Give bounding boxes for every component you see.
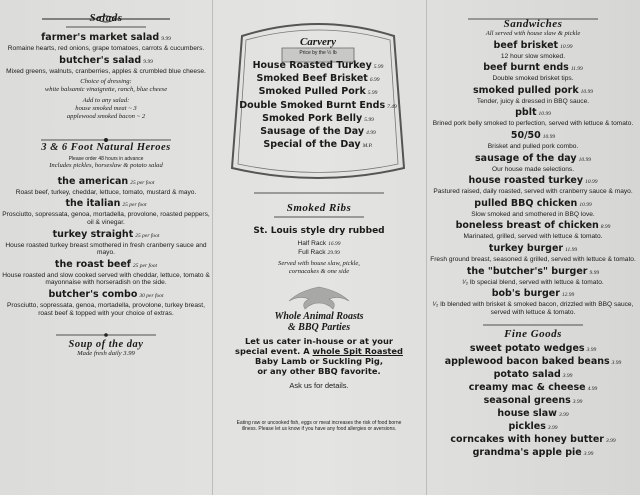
item-price: 30 per foot xyxy=(139,292,164,299)
soup-sub: Made fresh daily xyxy=(77,350,122,358)
item-description: Double smoked brisket tips. xyxy=(492,75,574,83)
side-item xyxy=(426,369,640,382)
item-name: house roasted turkey xyxy=(468,175,584,187)
item-description: Prosciutto, sopressata, genoa, mortadella, provolone, turkey breast, roast beef & topped with your choice of extras. xyxy=(7,301,205,317)
heroes-includes: Includes pickles, horseslaw & potato salad xyxy=(49,162,163,170)
heroes-heading: 3 & 6 Foot Natural Heroes xyxy=(41,142,171,154)
menu-item xyxy=(426,85,640,106)
item-name: turkey burger xyxy=(488,242,564,254)
ribs-title: St. Louis style dry rubbed xyxy=(253,226,385,236)
item-description: 12 hour slow smoked. xyxy=(500,52,566,60)
item-name: bob's burger xyxy=(491,288,560,300)
item-name: potato salad xyxy=(493,369,561,381)
item-name: farmer's market salad xyxy=(41,32,160,43)
item-price: 8.99 xyxy=(600,224,611,231)
flourish-underline xyxy=(61,24,151,30)
item-name: beef burnt ends xyxy=(483,62,569,74)
item-description: Brined pork belly smoked to perfection, served with lettuce & tomato. xyxy=(432,120,634,128)
item-price: 3.99 xyxy=(605,438,616,445)
item-name: beef brisket xyxy=(493,39,559,51)
item-name: applewood bacon baked beans xyxy=(444,356,610,368)
ribs-heading: Smoked Ribs xyxy=(286,202,352,214)
roasts-line: or any other BBQ favorite. xyxy=(257,366,381,377)
dressing-title: Choice of dressing: xyxy=(80,78,132,86)
item-price: 3.99 xyxy=(572,399,583,406)
ribs-full: Full Rack xyxy=(298,248,326,256)
carvery-item xyxy=(222,139,414,152)
carvery-item xyxy=(222,60,414,73)
menu-item xyxy=(0,55,212,76)
item-name: the "butcher's" burger xyxy=(466,265,588,277)
item-name: the american xyxy=(57,175,129,187)
item-price: 10.99 xyxy=(579,201,592,208)
ribs-half: Half Rack xyxy=(297,240,327,247)
menu-item xyxy=(0,32,212,53)
roasts-text: special event. A xyxy=(235,346,313,357)
heroes-note: Please order 48 hours in advance xyxy=(68,156,144,163)
menu-item xyxy=(426,107,640,128)
menu-item xyxy=(426,153,640,174)
flourish-divider xyxy=(46,331,166,339)
left-panel xyxy=(0,0,212,495)
item-price: 5.99 xyxy=(364,116,374,123)
roasts-heading: Whole Animal Roasts xyxy=(274,311,364,323)
item-price: 10.99 xyxy=(578,156,591,163)
item-price: 5.99 xyxy=(367,90,378,97)
item-description: Romaine hearts, red onions, grape tomatoes, carrots & cucumbers. xyxy=(7,45,205,52)
item-price: 25 per foot xyxy=(122,202,147,209)
add-title: Add to any salad: xyxy=(82,97,130,105)
item-description: Slow smoked and smothered in BBQ love. xyxy=(471,210,595,218)
side-item xyxy=(426,343,640,356)
right-panel xyxy=(426,0,640,495)
soup-heading: Soup of the day xyxy=(68,339,144,351)
menu-item xyxy=(426,62,640,83)
menu-item xyxy=(426,220,640,241)
item-price: 12.99 xyxy=(561,292,575,299)
item-name: sweet potato wedges xyxy=(469,343,585,355)
side-item xyxy=(426,382,640,395)
carvery-item xyxy=(222,86,414,99)
item-description: Brisket and pulled pork combo. xyxy=(487,142,579,150)
soup-line xyxy=(0,350,212,358)
item-description: Marinated, grilled, served with lettuce & tomato. xyxy=(463,233,603,241)
ornament-icon xyxy=(264,285,374,311)
side-item xyxy=(426,447,640,460)
item-name: butcher's combo xyxy=(48,288,138,300)
item-name: butcher's salad xyxy=(59,54,142,66)
roasts-ask: Ask us for details. xyxy=(289,381,349,391)
item-description: Mixed greens, walnuts, cranberries, apples & crumbled blue cheese. xyxy=(6,67,206,75)
item-name: Smoked Pork Belly xyxy=(262,112,363,124)
item-price: 11.99 xyxy=(565,246,578,253)
menu-item xyxy=(0,289,212,317)
item-price: 9.99 xyxy=(589,269,600,276)
item-name: creamy mac & cheese xyxy=(468,382,586,394)
carvery-item xyxy=(222,113,414,126)
item-price: 7.49 xyxy=(387,103,397,110)
item-description: Tender, juicy & dressed in BBQ sauce. xyxy=(476,97,590,105)
roasts-emphasis: whole Spit Roasted xyxy=(312,346,403,357)
flourish-underline xyxy=(264,214,374,220)
dressing-list: white balsamic vinaigrette, ranch, blue cheese xyxy=(44,85,168,93)
item-name: Smoked Beef Brisket xyxy=(256,73,368,85)
flourish-divider xyxy=(244,190,394,196)
soup-price: 3.99 xyxy=(123,350,135,358)
item-description: Our house made selections. xyxy=(491,165,575,173)
item-price: 3.99 xyxy=(611,360,622,367)
carvery-item xyxy=(222,100,414,113)
sandwiches-sub: All served with house slaw & pickle xyxy=(485,30,581,37)
item-price: 3.99 xyxy=(583,451,594,458)
item-name: pblt xyxy=(515,107,537,119)
add-option: applewood smoked bacon ~ 2 xyxy=(66,112,146,120)
carvery-subtitle: Price by the ½ lb xyxy=(299,50,337,56)
item-price: 10.99 xyxy=(542,133,556,140)
item-name: Sausage of the Day xyxy=(260,126,365,138)
item-name: 50/50 xyxy=(510,129,541,141)
item-price: 9.99 xyxy=(143,58,153,65)
item-price: 10.99 xyxy=(580,88,594,95)
carvery-item xyxy=(222,126,414,139)
roasts-line: Baby Lamb or Suckling Pig, xyxy=(255,356,383,367)
item-description: Pastured raised, daily roasted, served with cranberry sauce & mayo. xyxy=(433,188,633,196)
item-description: Roast beef, turkey, cheddar, lettuce, tomato, mustard & mayo. xyxy=(15,188,197,196)
item-price: 10.99 xyxy=(538,111,551,118)
item-price: 11.99 xyxy=(570,66,583,73)
item-price: 3.99 xyxy=(562,373,573,380)
menu-item xyxy=(0,176,212,197)
item-name: the italian xyxy=(65,198,121,210)
item-price: 25 per foot xyxy=(135,232,160,239)
item-name: House Roasted Turkey xyxy=(252,60,372,71)
item-name: the roast beef xyxy=(54,258,131,270)
sides-heading: Fine Goods xyxy=(504,328,562,341)
item-name: Double Smoked Burnt Ends xyxy=(239,99,386,111)
item-name: seasonal greens xyxy=(483,395,571,407)
carvery-item xyxy=(222,73,414,86)
carvery-heading: Carvery xyxy=(299,36,337,48)
item-name: sausage of the day xyxy=(475,152,577,164)
item-price: 4.99 xyxy=(366,130,376,137)
menu-item xyxy=(0,198,212,226)
item-description: ¹⁄₂ lb blended with brisket & smoked bacon, drizzled with BBQ sauce, served with lettuce & tomato. xyxy=(432,301,634,316)
item-name: boneless breast of chicken xyxy=(455,220,599,232)
food-warning: Eating raw or uncooked fish, eggs or meat increases the risk of food borne illness. Please let us know if you have any food allergies or aversions. xyxy=(236,419,402,432)
carvery-frame xyxy=(222,18,414,183)
menu-item xyxy=(426,130,640,151)
item-name: Special of the Day xyxy=(263,139,361,151)
item-description: House roasted turkey breast smothered in fresh cranberry sauce and mayo. xyxy=(5,241,207,257)
ribs-half-price: 16.99 xyxy=(328,241,341,247)
side-item xyxy=(426,408,640,421)
item-price: 6.99 xyxy=(369,77,380,84)
roasts-line: Let us cater in-house or at your xyxy=(245,336,393,347)
item-name: pulled BBQ chicken xyxy=(474,197,578,209)
item-price: 3.99 xyxy=(558,412,569,419)
item-price: 25 per foot xyxy=(130,179,155,186)
center-panel xyxy=(212,0,426,495)
side-item xyxy=(426,395,640,408)
item-price: 3.99 xyxy=(586,347,597,354)
roasts-line-2 xyxy=(212,346,426,356)
ribs-note: Served with house slaw, pickle, cornacakes & one side xyxy=(278,260,360,275)
item-name: grandma's apple pie xyxy=(472,447,582,459)
menu-item xyxy=(426,175,640,196)
item-price: M.P. xyxy=(362,143,373,150)
side-item xyxy=(426,434,640,447)
salads-heading: Salads xyxy=(89,12,123,24)
roasts-heading-2: & BBQ Parties xyxy=(287,322,351,334)
menu-item xyxy=(426,40,640,61)
item-name: smoked pulled pork xyxy=(472,84,579,96)
item-price: 3.99 xyxy=(547,425,558,432)
item-price: 9.99 xyxy=(161,36,171,42)
item-description: Prosciutto, sopressata, genoa, mortadella, provolone, roasted peppers, oil & vinegar. xyxy=(2,211,210,226)
ribs-full-price: 29.99 xyxy=(327,249,340,256)
item-name: pickles xyxy=(508,421,546,433)
item-price: 5.99 xyxy=(373,64,384,70)
item-price: 4.99 xyxy=(587,386,598,393)
menu-item xyxy=(426,288,640,316)
menu-item xyxy=(426,266,640,287)
side-item xyxy=(426,421,640,434)
menu-item xyxy=(0,259,212,287)
item-price: 10.99 xyxy=(585,179,598,186)
roasts-body xyxy=(212,336,426,376)
item-price: 25 per foot xyxy=(132,262,158,269)
item-price: 10.99 xyxy=(560,43,573,50)
menu-item xyxy=(426,198,640,219)
item-name: house slaw xyxy=(497,408,557,420)
item-name: corncakes with honey butter xyxy=(450,434,604,446)
item-name: turkey straight xyxy=(52,228,134,240)
item-description: Fresh ground breast, seasoned & grilled, served with lettuce & tomato. xyxy=(430,255,636,263)
item-description: ¹⁄₂ lb special blend, served with lettuce & tomato. xyxy=(462,278,604,286)
menu-item xyxy=(0,229,212,257)
add-option: house smoked meat ~ 3 xyxy=(75,104,137,112)
item-name: Smoked Pulled Pork xyxy=(258,86,366,98)
item-description: House roasted and slow cooked served with cheddar, lettuce, tomato & mayonnaise with horseradish on the side. xyxy=(2,271,210,287)
menu-item xyxy=(426,243,640,264)
sandwiches-heading: Sandwiches xyxy=(503,18,563,30)
side-item xyxy=(426,356,640,369)
